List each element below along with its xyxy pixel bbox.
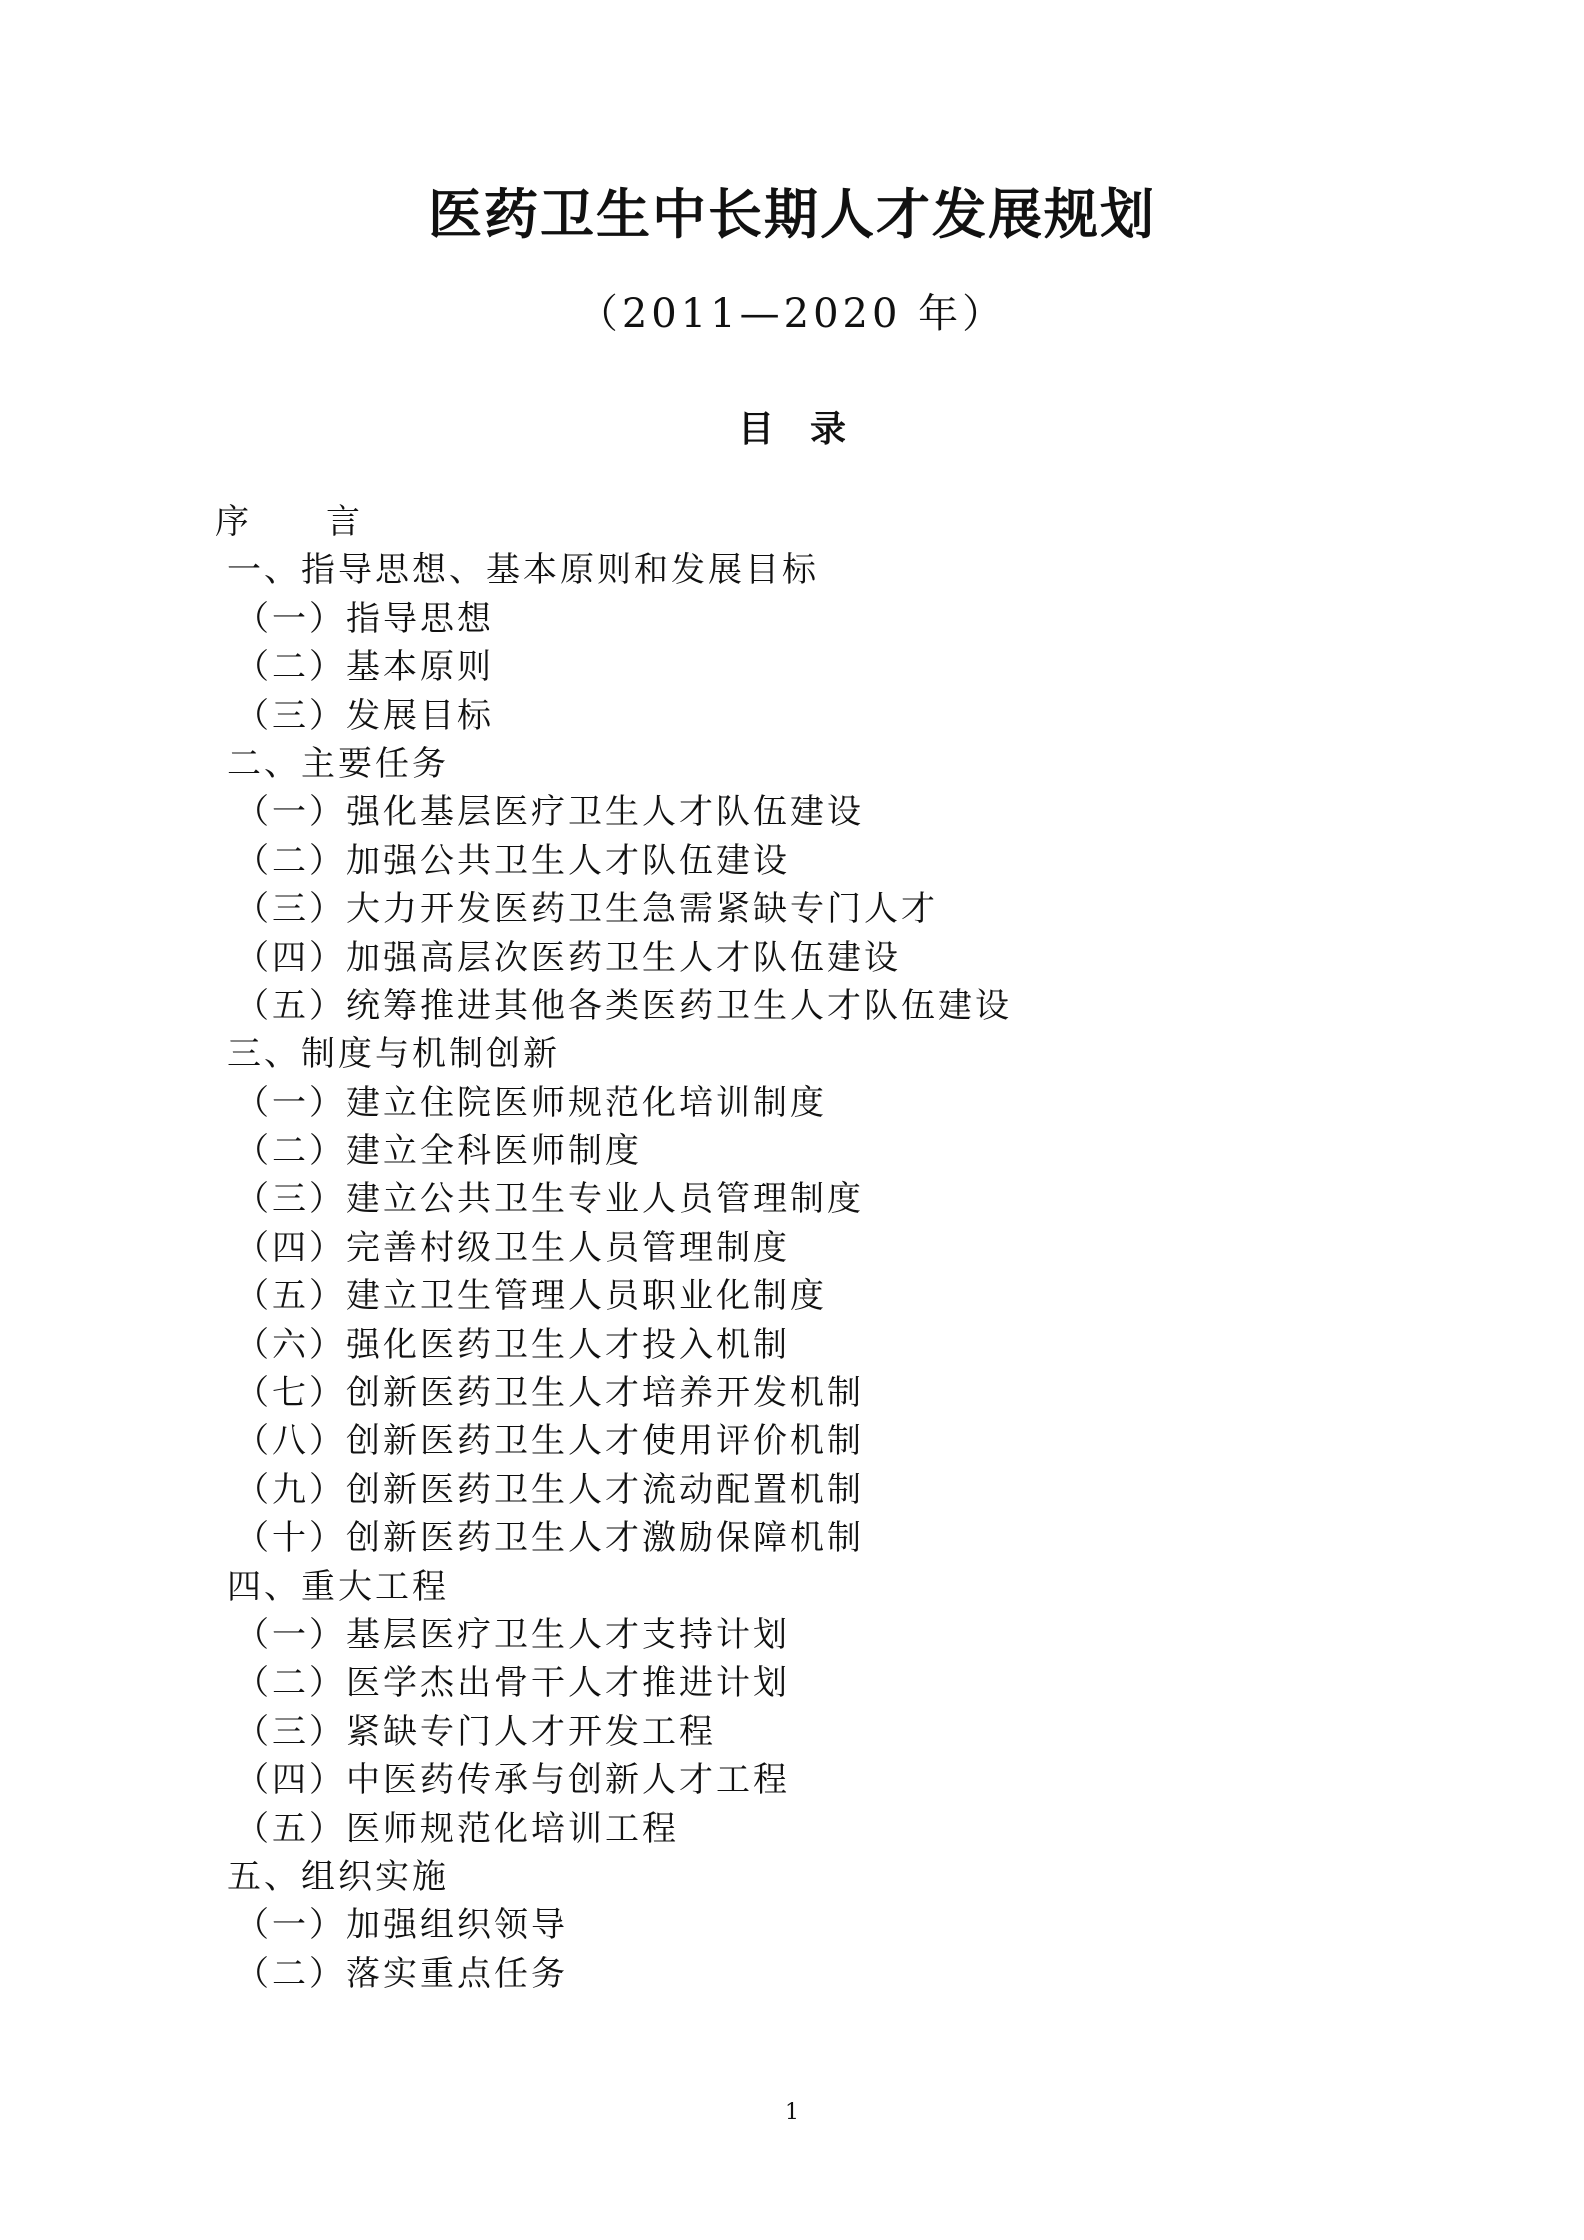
toc-section-item: 三、制度与机制创新 bbox=[227, 1034, 560, 1075]
toc-subsection-item: （三）大力开发医药卫生急需紧缺专门人才 bbox=[235, 889, 938, 930]
toc-subsection-item: （二）落实重点任务 bbox=[235, 1953, 568, 1994]
toc-subsection-item: （四）中医药传承与创新人才工程 bbox=[235, 1760, 790, 1801]
toc-subsection-item: （四）加强高层次医药卫生人才队伍建设 bbox=[235, 937, 901, 978]
toc-subsection-item: （十）创新医药卫生人才激励保障机制 bbox=[235, 1518, 864, 1559]
table-of-contents bbox=[215, 498, 1415, 1998]
toc-preface-item: 序 言 bbox=[215, 502, 363, 542]
document-subtitle: （2011—2020 年） bbox=[577, 291, 1007, 337]
toc-subsection-item: （八）创新医药卫生人才使用评价机制 bbox=[235, 1421, 864, 1462]
toc-subsection-item: （四）完善村级卫生人员管理制度 bbox=[235, 1227, 790, 1268]
toc-subsection-item: （六）强化医药卫生人才投入机制 bbox=[235, 1324, 790, 1365]
toc-section-item: 二、主要任务 bbox=[227, 743, 449, 784]
toc-subsection-item: （二）医学杰出骨干人才推进计划 bbox=[235, 1663, 790, 1704]
toc-subsection-item: （七）创新医药卫生人才培养开发机制 bbox=[235, 1373, 864, 1414]
toc-heading: 目 录 bbox=[737, 409, 846, 450]
toc-subsection-item: （一）建立住院医师规范化培训制度 bbox=[235, 1082, 827, 1123]
toc-subsection-item: （一）基层医疗卫生人才支持计划 bbox=[235, 1614, 790, 1655]
toc-section-item: 一、指导思想、基本原则和发展目标 bbox=[227, 550, 819, 591]
toc-subsection-item: （三）发展目标 bbox=[235, 695, 494, 736]
document-title: 医药卫生中长期人才发展规划 bbox=[428, 183, 1156, 246]
toc-subsection-item: （二）基本原则 bbox=[235, 647, 494, 688]
toc-subsection-item: （九）创新医药卫生人才流动配置机制 bbox=[235, 1469, 864, 1510]
toc-subsection-item: （一）指导思想 bbox=[235, 598, 494, 639]
toc-section-item: 五、组织实施 bbox=[227, 1856, 449, 1897]
toc-subsection-item: （一）加强组织领导 bbox=[235, 1905, 568, 1946]
toc-subsection-item: （五）建立卫生管理人员职业化制度 bbox=[235, 1276, 827, 1317]
toc-subsection-item: （二）建立全科医师制度 bbox=[235, 1131, 642, 1172]
toc-subsection-item: （五）医师规范化培训工程 bbox=[235, 1808, 679, 1849]
toc-section-item: 四、重大工程 bbox=[227, 1566, 449, 1607]
page-number: 1 bbox=[785, 2100, 799, 2125]
toc-subsection-item: （五）统筹推进其他各类医药卫生人才队伍建设 bbox=[235, 985, 1012, 1026]
toc-subsection-item: （三）紧缺专门人才开发工程 bbox=[235, 1711, 716, 1752]
toc-subsection-item: （一）强化基层医疗卫生人才队伍建设 bbox=[235, 792, 864, 833]
toc-subsection-item: （三）建立公共卫生专业人员管理制度 bbox=[235, 1179, 864, 1220]
toc-subsection-item: （二）加强公共卫生人才队伍建设 bbox=[235, 840, 790, 881]
